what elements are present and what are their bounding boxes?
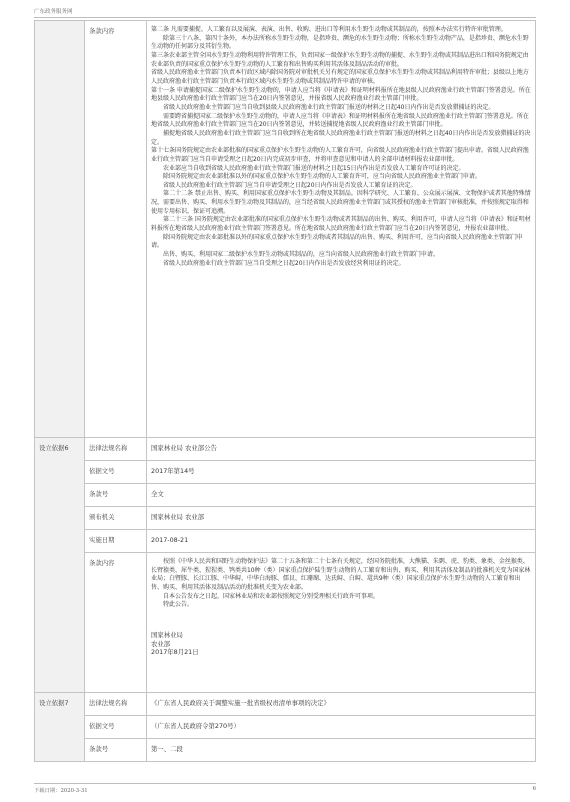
basis-group-cell bbox=[35, 21, 85, 438]
row-label: 法律法规名称 bbox=[89, 699, 128, 707]
row-value: 第一、二段 bbox=[151, 745, 183, 753]
row-label: 法律法规名称 bbox=[89, 444, 128, 452]
row-label: 依据文号 bbox=[89, 467, 115, 475]
download-date: 下载日期：2020-3-31 bbox=[34, 788, 88, 794]
table-row bbox=[35, 484, 536, 507]
clause-paragraph: 省级人民政府渔业主管部门应当自收到县级人民政府渔业行政主管部门报送的材料之日起40日内作出是否发放猎捕证的决定。 bbox=[163, 103, 495, 111]
row-label-cell bbox=[85, 438, 147, 461]
row-value: 国家林业局 农业部 bbox=[151, 513, 205, 521]
table-row bbox=[35, 438, 536, 461]
row-label-cell bbox=[85, 693, 147, 716]
basis-group-label: 设立依据7 bbox=[39, 699, 69, 707]
table-row bbox=[35, 553, 536, 693]
row-value: （广东省人民政府令第270号） bbox=[151, 722, 240, 730]
row-label: 条款号 bbox=[89, 745, 109, 753]
clause-paragraph: 农业部应当自收到省级人民政府渔业行政主管部门报送的材料之日起15日内作出是否发放人工繁育许可证的决定。 bbox=[163, 164, 465, 172]
row-label: 依据文号 bbox=[89, 722, 115, 730]
row-label: 颁布机关 bbox=[89, 513, 115, 521]
clause-paragraph: 除国务院规定由农业部批准以外的国家重点保护水生野生动物或者其制品的出售、购买、利用许可，应当向省级人民政府渔业主管部门申请。 bbox=[151, 233, 523, 250]
row-value: 2017-08-21 bbox=[151, 536, 189, 544]
clause-paragraph: 第二十二条 禁止出售、购买、利用国家重点保护水生野生动物及其制品。因科学研究、人工繁育、公众展示展演、文物保护或者其他特殊情况，需要出售、购买、利用水生野生动物及其制品的，应当经省级人民政府渔业主管部门或其授权的渔业主管部门审核批准，并按照规定取得和使用专用标识，保证可追溯。 bbox=[151, 190, 531, 215]
clause-paragraph: 第十七条国务院规定由农业部批准的国家重点保护水生野生动物的人工繁育许可，向省级人民政府渔业行政主管部门提出申请。省级人民政府渔业行政主管部门应当自申请受理之日起20日内完成初步审查，并将审查意见和申请人的全部申请材料报农业部审批。 bbox=[151, 147, 529, 163]
clause-paragraph: 除第三十八条、第四十条外，本办法所称水生野生动物，是指珍贵、濒危的水生野生动物；所称水生野生动物产品，是指珍贵、濒危水生野生动物的任何部分及其衍生物。 bbox=[151, 34, 529, 51]
row-value-cell bbox=[147, 739, 536, 762]
row-value: 全文 bbox=[151, 490, 164, 498]
table-row bbox=[35, 21, 536, 438]
sign-line: 国家林业局 bbox=[151, 631, 183, 640]
clause-paragraph: 省级人民政府渔业主管部门负责本行政区域内除国务院对审批机关另有规定的国家重点保护水生野生动物或其制品利用特许审批；县级以上地方人民政府渔业行政主管部门负责本行政区域内水生野生动物或其制品特许申请的审核。 bbox=[151, 69, 529, 85]
clause-content bbox=[147, 21, 535, 437]
clause-paragraph: 省级人民政府渔业行政主管部门应当自受理之日起20日内作出是否发放经营利用证的决定。 bbox=[163, 259, 405, 267]
footer-divider bbox=[34, 783, 536, 784]
clause-paragraph: 第二条 凡需要捕捉、人工繁育以及展演、表演、出售、收购、进出口等利用水生野生动物或其制品的，按照本办法实行特许审批管理。 bbox=[151, 26, 507, 33]
row-value-cell bbox=[147, 716, 536, 739]
row-value-cell bbox=[147, 484, 536, 507]
clause-paragraph: 自本公告发布之日起，国家林业局和农业部按照规定分别受理相关行政许可事项。 bbox=[163, 592, 379, 600]
row-label-cell bbox=[85, 484, 147, 507]
row-label: 条款内容 bbox=[89, 559, 115, 567]
signature-block bbox=[147, 631, 535, 663]
basis-group-cell bbox=[35, 693, 85, 762]
row-label: 条款内容 bbox=[89, 27, 115, 35]
table-row bbox=[35, 693, 536, 716]
row-label-cell bbox=[85, 507, 147, 530]
row-label-cell bbox=[85, 739, 147, 762]
table-row bbox=[35, 530, 536, 553]
page-footer bbox=[34, 786, 536, 794]
table-row bbox=[35, 461, 536, 484]
clause-content-cell bbox=[147, 553, 536, 693]
clause-paragraph: 出售、购买、利用国家二级保护水生野生动物或其制品的，应当向省级人民政府渔业行政主管部门申请。 bbox=[163, 251, 439, 259]
item-basis-table bbox=[34, 20, 536, 762]
header-divider bbox=[34, 17, 536, 18]
row-value: 《广东省人民政府关于调整实施一批省级权责清单事项的决定》 bbox=[151, 699, 330, 707]
row-label-cell bbox=[85, 553, 147, 693]
clause-paragraph: 除国务院规定由农业部批准以外的国家重点保护水生野生动物的人工繁育许可，应当向省级人民政府渔业主管部门申请。 bbox=[163, 173, 481, 181]
row-label: 条款号 bbox=[89, 490, 109, 498]
table-row bbox=[35, 507, 536, 530]
basis-group-cell bbox=[35, 438, 85, 693]
row-label-cell bbox=[85, 716, 147, 739]
clause-paragraph: 第十一条 申请捕捉国家二级保护水生野生动物的，申请人应当将《申请表》和证明材料报所在地县级人民政府渔业行政主管部门签署意见。所在地县级人民政府渔业行政主管部门应当在20日内签署意见，并报省级人民政府渔业行政主管部门审批。 bbox=[151, 86, 531, 103]
sign-line: 农业部 bbox=[151, 639, 171, 648]
row-value-cell bbox=[147, 530, 536, 553]
clause-content bbox=[147, 553, 535, 614]
table-row bbox=[35, 716, 536, 739]
clause-paragraph: 需要跨省捕捉国家二级保护水生野生动物的，申请人应当将《申请表》和证明材料报所在地省级人民政府渔业行政主管部门签署意见。所在地省级人民政府渔业行政主管部门应当在20日内签署意见，并转送捕捉地省级人民政府渔业行政主管部门审批。 bbox=[151, 112, 529, 129]
row-label-cell bbox=[85, 530, 147, 553]
clause-content-cell bbox=[147, 21, 536, 438]
row-value: 2017年第14号 bbox=[151, 467, 195, 475]
row-value: 国家林业局 农业部公告 bbox=[151, 444, 217, 452]
clause-paragraph: 第二十三条 国务院规定由农业部批准的国家重点保护水生野生动物或者其制品的出售、购买、利用许可，申请人应当将《申请表》和证明材料报所在地省级人民政府渔业行政主管部门签署意见。所在地省级人民政府渔业行政主管部门应当在20日内签署意见，并报农业部审批。 bbox=[151, 216, 531, 233]
row-label: 实施日期 bbox=[89, 536, 115, 544]
clause-paragraph: 省级人民政府渔业行政主管部门应当自申请受理之日起20日内作出是否发放人工繁育证的决定。 bbox=[163, 181, 417, 189]
row-value-cell bbox=[147, 438, 536, 461]
sign-line: 2017年8月21日 bbox=[151, 648, 199, 657]
row-value-cell bbox=[147, 507, 536, 530]
row-label-cell bbox=[85, 461, 147, 484]
row-value-cell bbox=[147, 693, 536, 716]
row-value-cell bbox=[147, 461, 536, 484]
clause-paragraph: 特此公告。 bbox=[163, 601, 193, 609]
basis-group-label: 设立依据6 bbox=[39, 444, 69, 452]
page-number: 6 bbox=[532, 786, 536, 792]
row-label-cell bbox=[85, 21, 147, 438]
clause-paragraph: 捕捉地省级人民政府渔业行政主管部门应当自收到所在地省级人民政府渔业行政主管部门报送的材料之日起40日内作出是否发放猎捕证的决定。 bbox=[151, 129, 531, 146]
clause-paragraph: 按照《中华人民共和国野生动物保护法》第二十五条和第二十七条有关规定，经国务院批准，大熊猫、朱鹮、虎、豹类、象类、金丝猴类、长臂猿类、犀牛类、猩猩类、鸨类共10种（类）国家重点保护陆生野生动物的人工繁育和出售、购买、利用其活体及制品的批准机关变为国家林业局；白暨豚、长江江豚、中华鲟、中华白海豚、儒艮、红珊瑚、达氏鲟、白鲟、鼋共9种（类）国家重点保护水生野生动物的人工繁育和出售、购买、利用其活体及制品活动的批准机关变为农业部。 bbox=[151, 558, 531, 591]
site-header: 广东政务服务网 bbox=[34, 9, 73, 15]
table-row bbox=[35, 739, 536, 762]
clause-paragraph: 第三条农业部主管全国水生野生动物利用特许管理工作，负责国家一级保护水生野生动物的捕捉、水生野生动物或其制品进出口和国务院规定由农业部负责的国家重点保护水生野生动物的人工繁育和出售购买利用其活体及制品活动的审批。 bbox=[151, 51, 529, 68]
